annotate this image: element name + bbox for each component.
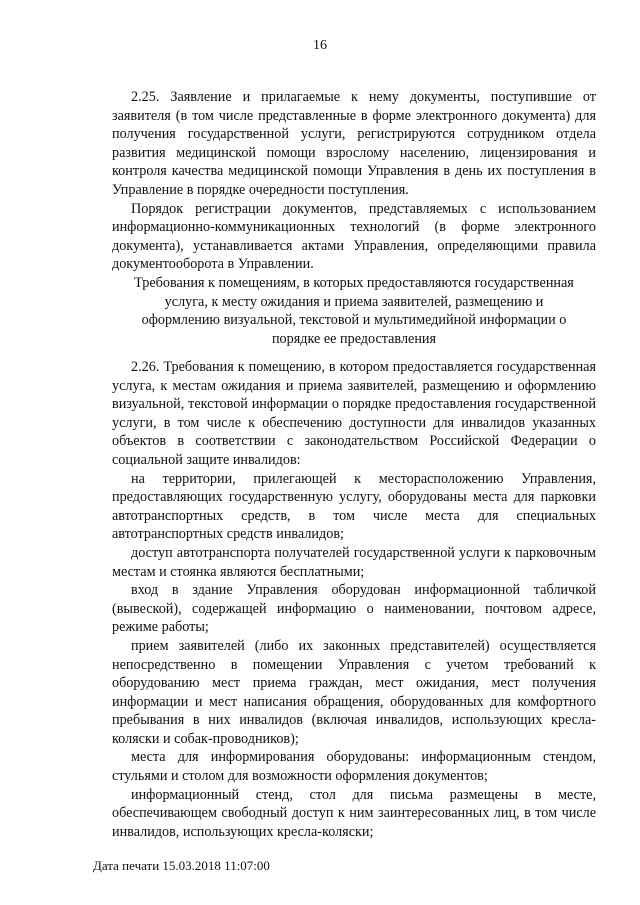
paragraph-info-stand: информационный стенд, стол для письма размещены в месте, обеспечивающем свободный доступ к ним заинтересованных лиц, в том числе инвалидов, использующих кресла-коляски; [112, 786, 596, 840]
requirements-section [112, 358, 596, 841]
paragraph-2-25: 2.25. Заявление и прилагаемые к нему документы, поступившие от заявителя (в том числе представленные в форме электронного документа) для получения государственной услуги, регистрируются сотрудником отдела развития медицинской помощи взрослому населению, лицензирования и контроля качества медицинской помощи Управления в день их поступления в Управление в порядке очередности поступления. [112, 89, 596, 198]
heading-block [112, 274, 596, 348]
paragraph-free-parking: доступ автотранспорта получателей государственной услуги к парковочным местам и стоянка являются бесплатными; [112, 544, 596, 580]
paragraph-entrance-sign: вход в здание Управления оборудован информационной табличкой (вывеской), содержащей информацию о наименовании, почтовом адресе, режиме работы; [112, 582, 596, 636]
paragraph-info-places: места для информирования оборудованы: информационным стендом, стульями и столом для возможности оформления документов; [112, 749, 596, 785]
paragraph-parking: на территории, прилегающей к месторасположению Управления, предоставляющих государственную услугу, оборудованы места для парковки автотранспортных средств, в том числе места для специальных автотранспортных средств инвалидов; [112, 470, 596, 543]
registration-section [112, 88, 596, 274]
section-heading: Требования к помещениям, в которых предоставляются государственная услуга, к месту ожидания и приема заявителей, размещению и оформлению визуальной, текстовой и мультимедийной информации о порядке ее предоставления [134, 275, 574, 347]
page-number: 16 [313, 38, 327, 53]
paragraph-reception: прием заявителей (либо их законных представителей) осуществляется непосредственно в помещении Управления с учетом требований к оборудованию мест приема граждан, мест ожидания, мест получения информации и мест написания обращения, оборудованных для комфортного пребывания в них инвалидов (включая инвалидов, использующих кресла-коляски и собак-проводников); [112, 637, 596, 747]
paragraph-2-26: 2.26. Требования к помещению, в котором предоставляется государственная услуга, к местам ожидания и приема заявителей, размещению и оформлению визуальной, текстовой информации о порядке предоставления государственной услуги, в том числе к обеспечению доступности для инвалидов указанных объектов в соответствии с законодательством Российской Федерации о социальной защите инвалидов: [112, 359, 596, 468]
print-date-footer: Дата печати 15.03.2018 11:07:00 [93, 858, 270, 873]
paragraph-registration-order: Порядок регистрации документов, представляемых с использованием информационно-коммуникационных технологий (в форме электронного документа), устанавливается актами Управления, определяющими правила документооборота в Управлении. [112, 200, 596, 273]
